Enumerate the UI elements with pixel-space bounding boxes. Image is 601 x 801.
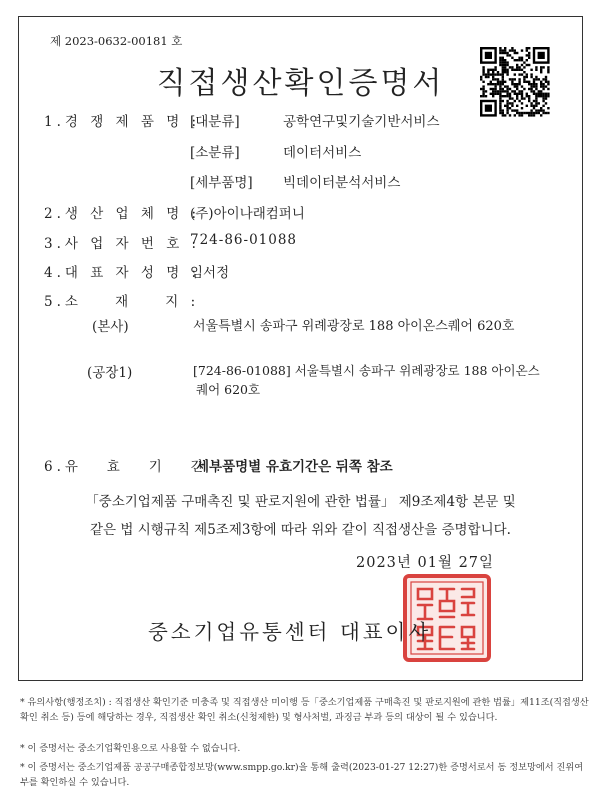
category-tag-minor: [소분류]	[190, 145, 240, 161]
bizno-value: 724-86-01088	[190, 232, 298, 248]
category-value-major: 공학연구및기술기반서비스	[283, 114, 440, 130]
note-usage: * 이 증명서는 중소기업확인용으로 사용할 수 없습니다.	[20, 743, 241, 754]
statement-line-2: 같은 법 시행규칙 제5조제3항에 따라 위와 같이 직접생산을 증명합니다.	[90, 522, 511, 538]
factory-address-line2: 퀘어 620호	[196, 382, 261, 397]
hq-address: 서울특별시 송파구 위례광장로 188 아이온스퀘어 620호	[193, 319, 515, 334]
location-label: 5.소 재 지 :	[44, 294, 200, 310]
company-label: 2.생 산 업 체 명 :	[44, 206, 201, 222]
category-value-detail: 빅데이터분석서비스	[283, 175, 401, 191]
factory-label: (공장1)	[87, 365, 133, 381]
bizno-label: 3.사 업 자 번 호 :	[44, 236, 201, 252]
factory-address-line1: [724-86-01088] 서울특별시 송파구 위례광장로 188 아이온스	[193, 363, 540, 378]
validity-label: 6.유 효 기 간 :	[44, 459, 225, 475]
category-tag-detail: [세부품명]	[190, 175, 253, 191]
hq-label: (본사)	[92, 319, 129, 335]
note-legal: * 유의사항(행정조치) : 직접생산 확인기준 미충족 및 직접생산 미이행 등「중소기업제품 구매촉진 및 판로지원에 관한 법률」제11조(직접생산 확인 취소 등) 등에 해당하는 경우, 직접생산 확인 취소(신청제한) 및 형사처벌, 과징금 부과 등의 대상이 될 수 있습니다.	[20, 697, 589, 723]
document-title: 직접생산확인증명서	[156, 66, 445, 101]
certificate-number: 제 2023-0632-00181 호	[50, 34, 183, 48]
company-value: (주)아이나래컴퍼니	[190, 206, 305, 222]
issue-date: 2023년 01월 27일	[356, 555, 495, 571]
ceo-value: 임서정	[190, 265, 230, 281]
validity-value: 세부품명별 유효기간은 뒤쪽 참조	[196, 459, 393, 475]
note-verify: * 이 증명서는 중소기업제품 공공구매종합정보망(www.smpp.go.kr)을 통해 출력(2023-01-27 12:27)한 증명서로서 동 정보망에서 진위여부를 확인하실 수 있습니다.	[20, 762, 584, 788]
product-label: 1.경 쟁 제 품 명 :	[44, 114, 201, 130]
category-tag-major: [대분류]	[190, 114, 240, 130]
issuer-name: 중소기업유통센터 대표이사	[148, 620, 432, 644]
ceo-label: 4.대 표 자 성 명 :	[44, 265, 201, 281]
category-value-minor: 데이터서비스	[283, 145, 362, 161]
statement-line-1: 「중소기업제품 구매촉진 및 판로지원에 관한 법률」 제9조제4항 본문 및	[85, 494, 516, 510]
